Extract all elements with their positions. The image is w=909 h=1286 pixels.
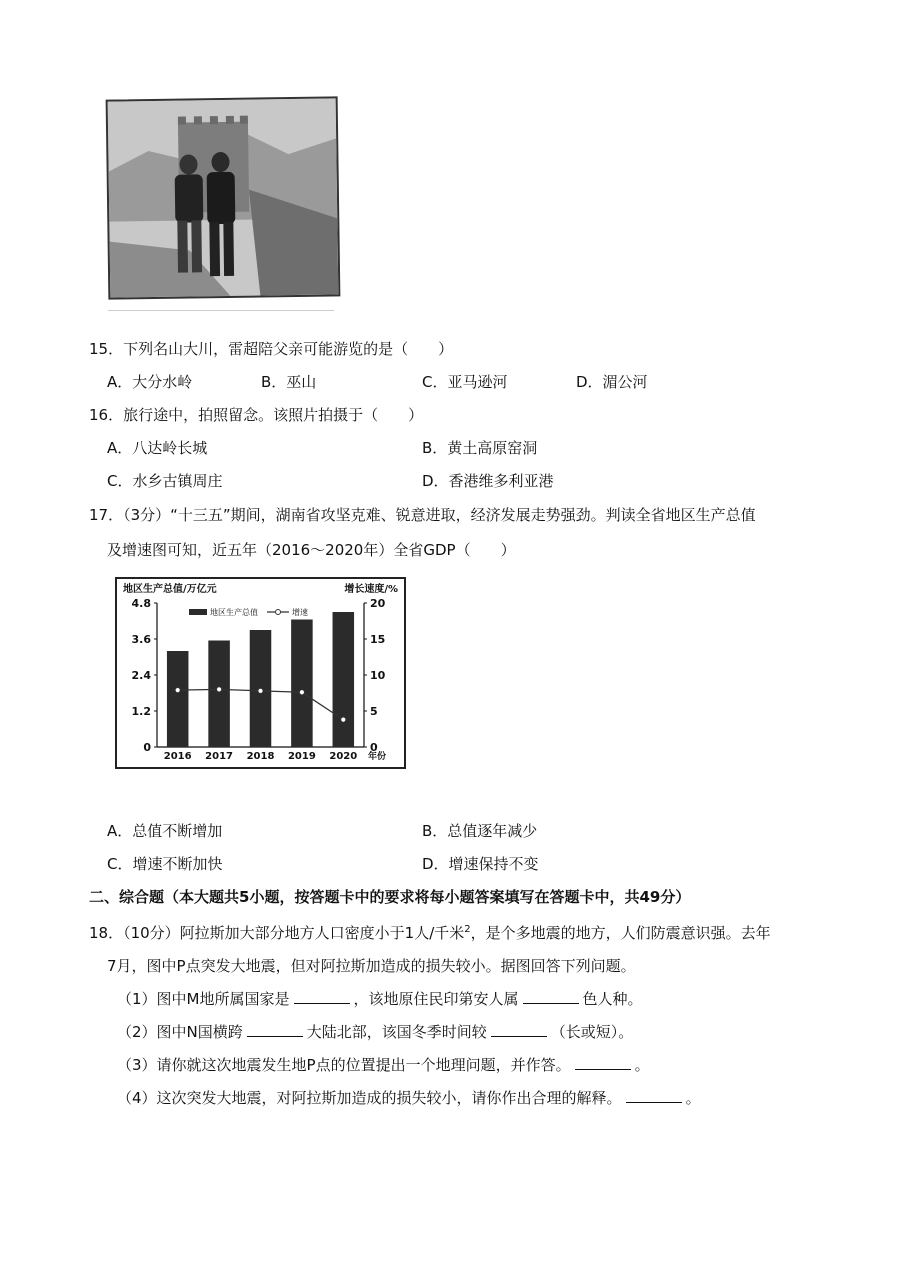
question-18-stem-line2: 7月，图中P点突发大地震，但对阿拉斯加造成的损失较小。据图回答下列问题。 [107, 957, 636, 975]
question-17-option-a: A．总值不断增加 [107, 822, 223, 840]
chart-y-tick-label-left: 0 [143, 741, 151, 754]
question-16-option-a: A．八达岭长城 [107, 439, 208, 457]
chart-y-tick-label-left: 3.6 [131, 633, 151, 646]
chart-bar [333, 612, 355, 747]
great-wall-photo [106, 96, 341, 299]
question-18-sub1-a: （1）图中M地所属国家是 [117, 990, 290, 1008]
section-2-heading: 二、综合题（本大题共5小题，按答题卡中的要求将每小题答案填写在答题卡中，共49分） [89, 888, 691, 906]
chart-x-tick-label: 2017 [205, 751, 234, 762]
chart-y-tick-label-right: 10 [370, 669, 386, 682]
gdp-chart-svg [117, 579, 404, 767]
question-18-sub3 [117, 1055, 650, 1075]
chart-bar [208, 641, 230, 748]
chart-bar [167, 651, 189, 747]
question-15-option-d: D．湄公河 [576, 373, 648, 391]
chart-x-tick-label: 2018 [246, 751, 275, 762]
question-17-stem-line1: 17．（3分）“十三五”期间，湖南省攻坚克难、锐意进取，经济发展走势强劲。判读全省地区生产总值 [89, 506, 756, 524]
question-18-sub1-c: 色人种。 [582, 990, 643, 1008]
question-17-stem-line2: 及增速图可知，近五年（2016～2020年）全省GDP（ ） [107, 541, 516, 559]
question-17-option-d: D．增速保持不变 [422, 855, 539, 873]
gdp-chart [115, 577, 406, 769]
legend-line-marker [276, 610, 281, 615]
chart-legend [189, 607, 308, 617]
question-15-option-b: B．巫山 [261, 373, 317, 391]
question-18-sub1 [117, 989, 643, 1009]
chart-y-tick-label-right: 20 [370, 597, 386, 610]
great-wall-photo-illustration [108, 98, 339, 297]
chart-x-tick-label: 2019 [287, 751, 316, 762]
question-17-option-c: C．增速不断加快 [107, 855, 223, 873]
chart-ylabel-right: 增长速度/% [344, 584, 398, 595]
chart-y-tick-label-right: 15 [370, 633, 386, 646]
chart-y-tick-label-left: 1.2 [131, 705, 151, 718]
question-18-stem-sup: 2 [464, 924, 471, 935]
question-18-sub2-a: （2）图中N国横跨 [117, 1023, 243, 1041]
legend-bar-label: 地区生产总值 [210, 608, 258, 617]
chart-growth-point [217, 687, 222, 692]
question-18-sub2-b: 大陆北部，该国冬季时间较 [306, 1023, 487, 1041]
chart-y-tick-label-left: 4.8 [131, 597, 151, 610]
question-18-sub4-b: 。 [685, 1089, 701, 1107]
answer-blank[interactable] [626, 1088, 682, 1103]
question-15-option-c: C．亚马逊河 [422, 373, 508, 391]
chart-x-tick-label: 2020 [329, 751, 358, 762]
answer-blank[interactable] [491, 1022, 547, 1037]
question-18-sub3-b: 。 [634, 1056, 650, 1074]
answer-blank[interactable] [294, 989, 350, 1004]
chart-growth-point [258, 688, 263, 693]
chart-xlabel: 年份 [368, 752, 387, 762]
question-18-sub4-a: （4）这次突发大地震，对阿拉斯加造成的损失较小，请你作出合理的解释。 [117, 1089, 622, 1107]
legend-line-label: 增速 [292, 608, 308, 617]
question-18-sub2 [117, 1022, 633, 1042]
question-17-option-b: B．总值逐年减少 [422, 822, 538, 840]
legend-bar-swatch [189, 609, 207, 615]
chart-growth-point [341, 717, 346, 722]
question-18-stem-a: 18．（10分）阿拉斯加大部分地方人口密度小于1人/千米 [89, 924, 465, 942]
chart-bar [291, 620, 313, 748]
photo-bottom-line [108, 310, 334, 311]
answer-blank[interactable] [247, 1022, 303, 1037]
question-18-sub2-c: （长或短）。 [550, 1023, 634, 1041]
answer-blank[interactable] [523, 989, 579, 1004]
chart-y-tick-label-right: 0 [370, 741, 378, 754]
answer-blank[interactable] [575, 1055, 631, 1070]
question-18-stem-b: ，是个多地震的地方，人们防震意识强。去年 [470, 924, 771, 942]
chart-growth-point [175, 688, 180, 693]
chart-growth-point [299, 690, 304, 695]
chart-ylabel-left: 地区生产总值/万亿元 [123, 584, 217, 595]
question-16-option-c: C．水乡古镇周庄 [107, 472, 223, 490]
question-16-option-d: D．香港维多利亚港 [422, 472, 554, 490]
question-16-stem: 16．旅行途中，拍照留念。该照片拍摄于（ ） [89, 406, 424, 424]
question-16-option-b: B．黄土高原窑洞 [422, 439, 538, 457]
question-15-option-a: A．大分水岭 [107, 373, 193, 391]
chart-x-tick-label: 2016 [163, 751, 192, 762]
question-18-sub1-b: ，该地原住民印第安人属 [353, 990, 519, 1008]
question-18-stem-line1 [89, 920, 771, 943]
question-15-stem: 15．下列名山大川，雷超陪父亲可能游览的是（ ） [89, 340, 454, 358]
question-18-sub4 [117, 1088, 701, 1108]
chart-y-tick-label-left: 2.4 [131, 669, 151, 682]
chart-y-tick-label-right: 5 [370, 705, 378, 718]
question-18-sub3-a: （3）请你就这次地震发生地P点的位置提出一个地理问题，并作答。 [117, 1056, 571, 1074]
